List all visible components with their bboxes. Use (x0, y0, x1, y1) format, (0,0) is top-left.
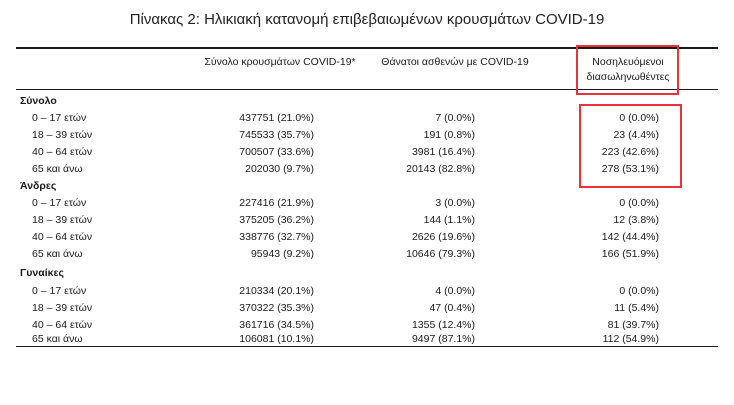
row-deaths: 7 (0.0%) (435, 112, 475, 124)
row-icu: 0 (0.0%) (619, 112, 659, 124)
row-icu: 0 (0.0%) (619, 197, 659, 209)
row-deaths: 144 (1.1%) (423, 214, 475, 226)
col-header-deaths: Θάνατοι ασθενών με COVID-19 (381, 56, 529, 68)
highlight-box-header (576, 45, 679, 95)
row-deaths: 10646 (79.3%) (406, 248, 475, 260)
row-age: 40 – 64 ετών (32, 146, 93, 158)
col-header-icu-line2: διασωληνωθέντες (586, 71, 670, 83)
row-total: 437751 (21.0%) (239, 112, 314, 124)
table-row (0, 283, 734, 300)
row-total: 106081 (10.1%) (239, 333, 314, 345)
row-total: 370322 (35.3%) (239, 302, 314, 314)
row-deaths: 3981 (16.4%) (411, 146, 475, 158)
table-row (0, 212, 734, 229)
row-age: 65 και άνω (32, 333, 83, 345)
row-total: 700507 (33.6%) (239, 146, 314, 158)
row-deaths: 20143 (82.8%) (406, 163, 475, 175)
row-icu: 11 (5.4%) (614, 302, 659, 314)
row-icu: 23 (4.4%) (613, 129, 659, 141)
row-age: 0 – 17 ετών (32, 197, 87, 209)
row-icu: 166 (51.9%) (601, 248, 659, 260)
row-deaths: 9497 (87.1%) (411, 333, 475, 345)
col-header-icu-line1: Νοσηλευόμενοι (592, 56, 664, 68)
row-total: 202030 (9.7%) (245, 163, 314, 175)
row-total: 361716 (34.5%) (239, 319, 314, 331)
table-row (0, 300, 734, 317)
row-deaths: 2626 (19.6%) (411, 231, 475, 243)
group-label-total: Σύνολο (20, 95, 57, 107)
row-icu: 81 (39.7%) (607, 319, 659, 331)
row-icu: 278 (53.1%) (601, 163, 659, 175)
col-header-total: Σύνολο κρουσμάτων COVID-19* (204, 56, 356, 68)
row-deaths: 47 (0.4%) (429, 302, 475, 314)
row-age: 0 – 17 ετών (32, 112, 87, 124)
row-deaths: 191 (0.8%) (423, 129, 475, 141)
row-total: 375205 (36.2%) (239, 214, 314, 226)
table-row (0, 195, 734, 212)
row-icu: 12 (3.8%) (613, 214, 659, 226)
row-age: 65 και άνω (32, 248, 83, 260)
row-age: 65 και άνω (32, 163, 83, 175)
table-row (0, 229, 734, 246)
row-total: 745533 (35.7%) (239, 129, 314, 141)
table-row (0, 246, 734, 263)
row-icu: 112 (54.9%) (602, 333, 659, 345)
row-age: 18 – 39 ετών (32, 129, 93, 141)
row-deaths: 4 (0.0%) (435, 285, 475, 297)
row-total: 338776 (32.7%) (239, 231, 314, 243)
row-age: 18 – 39 ετών (32, 214, 93, 226)
highlight-box-values (579, 104, 682, 188)
row-icu: 223 (42.6%) (601, 146, 659, 158)
row-age: 18 – 39 ετών (32, 302, 93, 314)
group-label-women: Γυναίκες (20, 267, 64, 279)
row-age: 0 – 17 ετών (32, 285, 87, 297)
row-icu: 142 (44.4%) (601, 231, 659, 243)
row-total: 95943 (9.2%) (250, 248, 314, 260)
row-deaths: 1355 (12.4%) (411, 319, 475, 331)
row-deaths: 3 (0.0%) (435, 197, 475, 209)
bottom-rule (16, 346, 718, 347)
table-title: Πίνακας 2: Ηλικιακή κατανομή επιβεβαιωμένων κρουσμάτων COVID-19 (129, 11, 605, 28)
row-icu: 0 (0.0%) (619, 285, 659, 297)
row-age: 40 – 64 ετών (32, 319, 93, 331)
row-total: 227416 (21.9%) (239, 197, 314, 209)
row-age: 40 – 64 ετών (32, 231, 93, 243)
row-total: 210334 (20.1%) (239, 285, 314, 297)
group-label-men: Άνδρες (20, 180, 57, 192)
